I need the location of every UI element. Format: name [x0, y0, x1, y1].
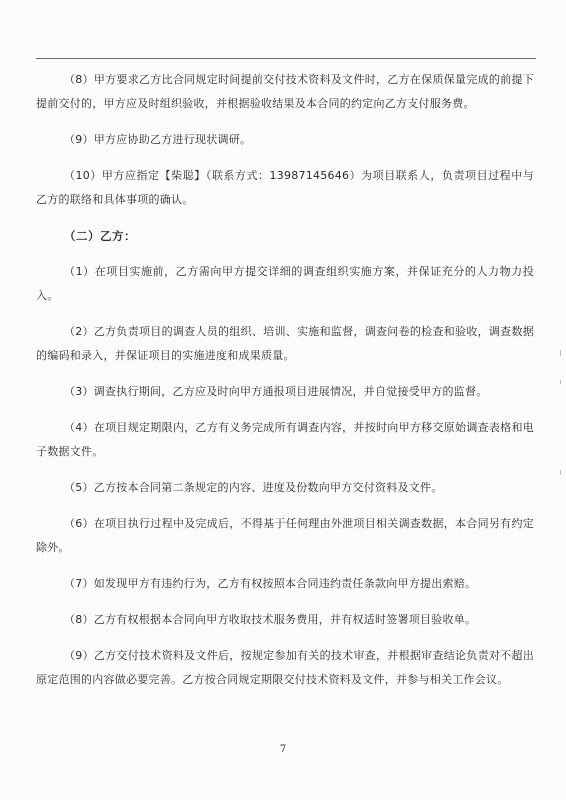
scan-edge-mark — [560, 470, 561, 475]
party-b-item-6: （6）在项目执行过程中及完成后，不得基于任何理由外泄项目相关调查数据，本合同另有约定除外。 — [36, 517, 534, 554]
party-a-item-9: （9）甲方应协助乙方进行现状调研。 — [64, 133, 252, 146]
party-b-item-5: （5）乙方按本合同第二条规定的内容、进度及份数向甲方交付资料及文件。 — [64, 481, 443, 494]
party-b-item-4: （4）在项目规定期限内，乙方有义务完成所有调查内容，并按时向甲方移交原始调查表格和电子数据文件。 — [36, 421, 534, 458]
party-a-item-10: （10）甲方应指定【柴聪】（联系方式：13987145646）为项目联系人，负责项目过程中与乙方的联络和具体事项的确认。 — [36, 169, 534, 206]
scan-edge-mark — [560, 350, 561, 356]
party-b-item-7: （7）如发现甲方有违约行为，乙方有权按照本合同违约责任条款向甲方提出索赔。 — [64, 577, 477, 590]
party-b-item-9: （9）乙方交付技术资料及文件后，按规定参加有关的技术审查，并根据审查结论负责对不超出原定范围的内容做必要完善。乙方按合同规定期限交付技术资料及文件，并参与相关工作会议。 — [36, 649, 534, 686]
party-b-item-2: （2）乙方负责项目的调查人员的组织、培训、实施和监督，调查问卷的检查和验收，调查数据的编码和录入，并保证项目的实施进度和成果质量。 — [36, 325, 534, 362]
scan-edge-mark — [560, 380, 561, 384]
party-b-item-8: （8）乙方有权根据本合同向甲方收取技术服务费用，并有权适时签署项目验收单。 — [64, 613, 477, 626]
document-body — [36, 68, 534, 704]
party-b-heading: （二）乙方： — [64, 229, 136, 243]
page-number: 7 — [279, 744, 287, 755]
party-b-item-3: （3）调查执行期间，乙方应及时向甲方通报项目进展情况，并自觉接受甲方的监督。 — [64, 385, 488, 398]
party-b-item-1: （1）在项目实施前，乙方需向甲方提交详细的调查组织实施方案，并保证充分的人力物力投入。 — [36, 265, 534, 302]
party-a-item-8: （8）甲方要求乙方比合同规定时间提前交付技术资料及文件时，乙方在保质保量完成的前提下提前交付的，甲方应及时组织验收，并根据验收结果及本合同的约定向乙方支付服务费。 — [36, 73, 534, 110]
header-rule — [36, 58, 536, 59]
